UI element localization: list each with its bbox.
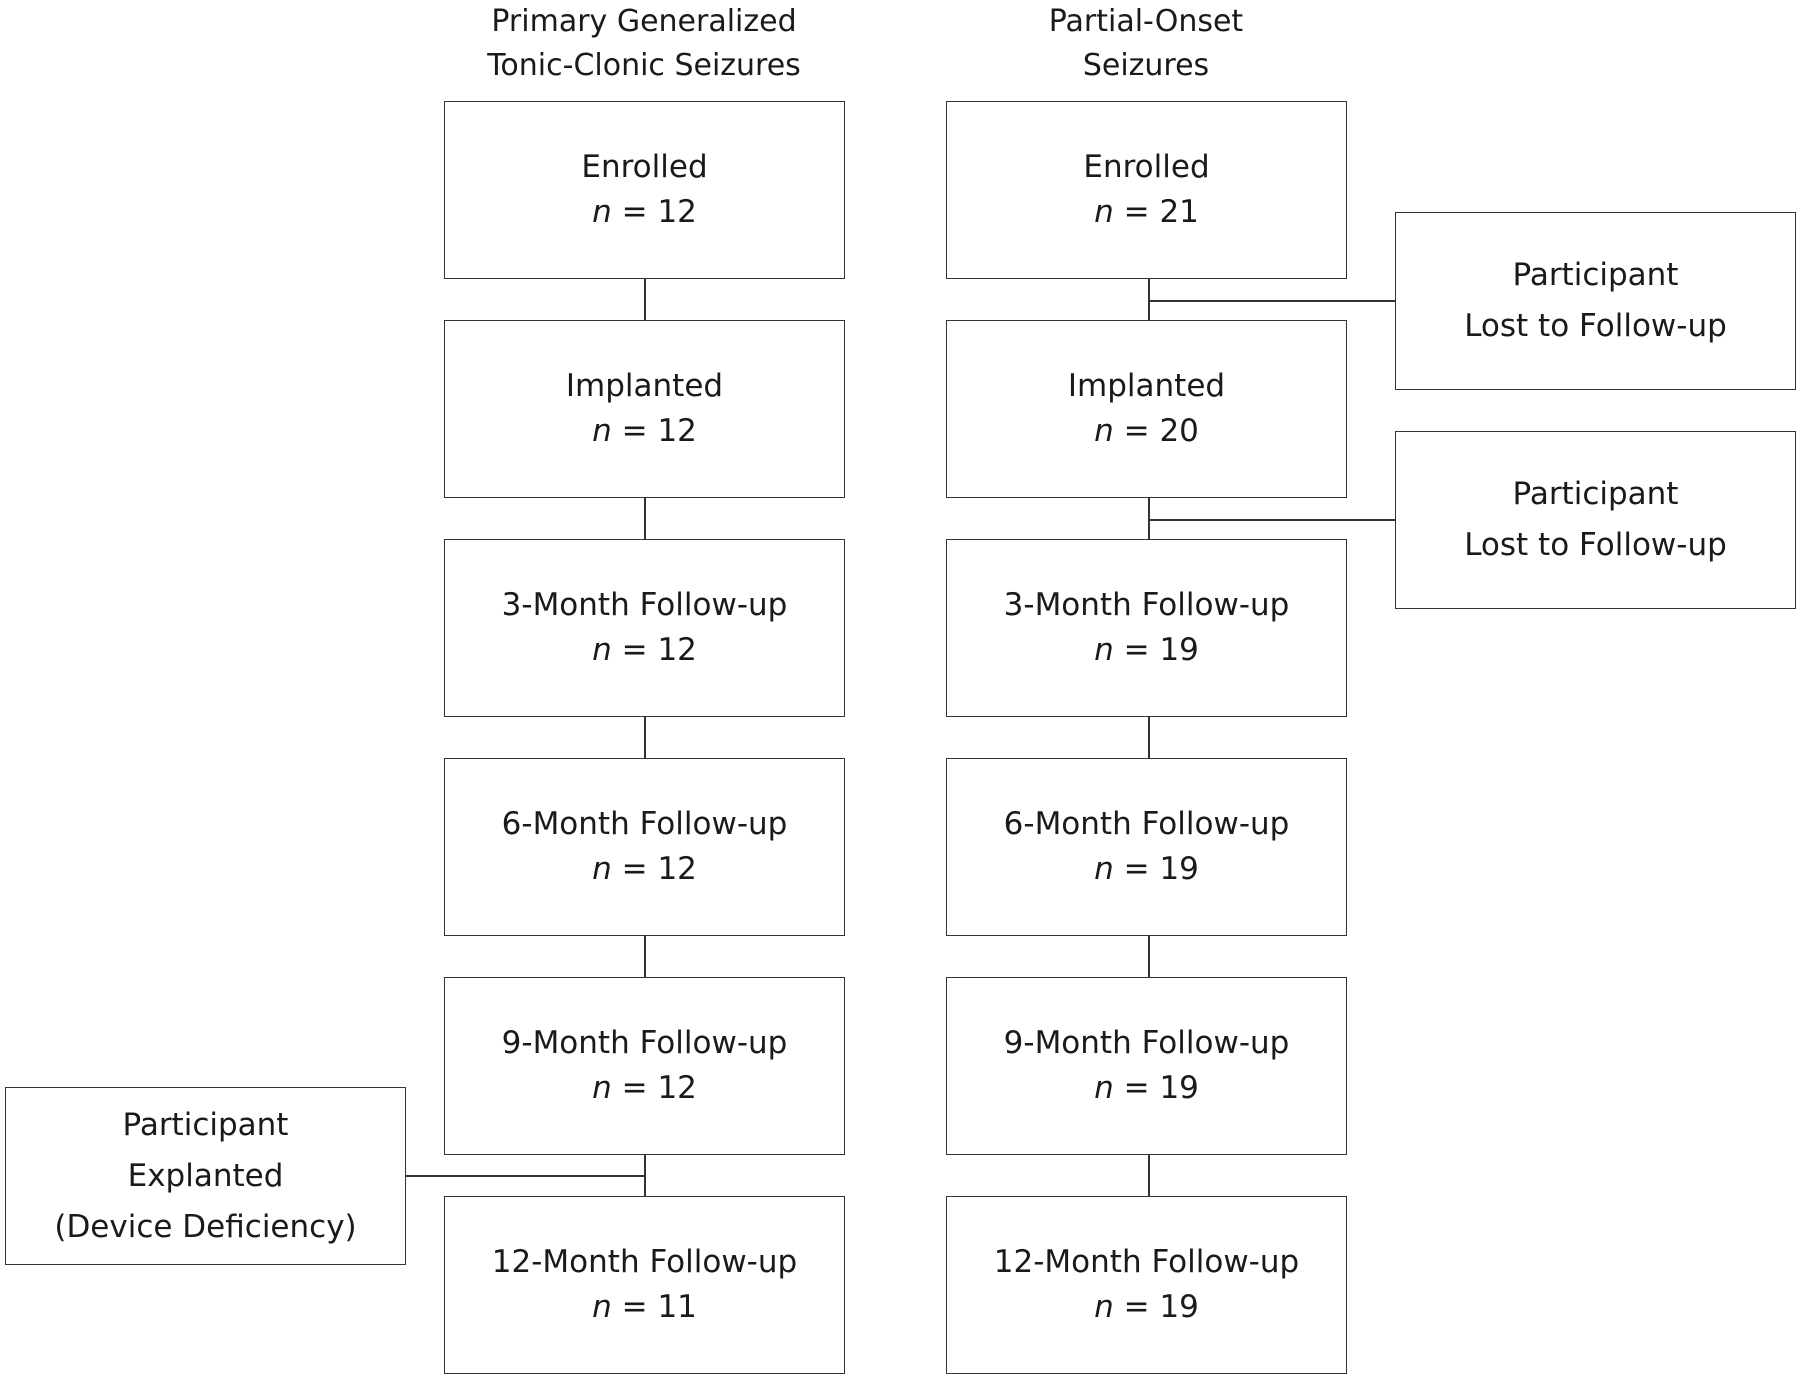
box-right-3-month <box>946 539 1347 717</box>
connector-left-4 <box>644 936 646 977</box>
connector-explanted-branch <box>406 1175 645 1177</box>
box-lost-to-follow-up-2 <box>1395 431 1796 609</box>
stage-count: n = 11 <box>592 1289 697 1325</box>
side-label-line1: Participant <box>1512 476 1679 512</box>
box-left-12-month <box>444 1196 845 1374</box>
box-right-12-month <box>946 1196 1347 1374</box>
connector-left-1 <box>644 279 646 320</box>
box-right-6-month <box>946 758 1347 936</box>
stage-count: n = 19 <box>1094 1289 1199 1325</box>
stage-count: n = 12 <box>592 413 697 449</box>
stage-label: 12-Month Follow-up <box>993 1244 1300 1280</box>
stage-label: Enrolled <box>1083 149 1210 185</box>
connector-lost-branch-1 <box>1148 300 1395 302</box>
stage-count: n = 19 <box>1094 632 1199 668</box>
header-pgtcs <box>444 0 844 88</box>
stage-label: 3-Month Follow-up <box>1003 587 1290 623</box>
box-lost-to-follow-up-1 <box>1395 212 1796 390</box>
stage-label: Implanted <box>565 368 724 404</box>
side-label-line3: (Device Deficiency) <box>54 1208 357 1245</box>
stage-label: 9-Month Follow-up <box>501 1025 788 1061</box>
stage-label: 12-Month Follow-up <box>491 1244 798 1280</box>
stage-label: 6-Month Follow-up <box>1003 806 1290 842</box>
stage-label: Enrolled <box>581 149 708 185</box>
header-partial-onset-line2: Seizures <box>1082 48 1210 83</box>
side-label-line2: Explanted <box>127 1157 284 1194</box>
box-left-3-month <box>444 539 845 717</box>
stage-count: n = 12 <box>592 194 697 230</box>
header-partial-onset <box>946 0 1346 88</box>
connector-right-5 <box>1148 1155 1150 1196</box>
stage-label: 9-Month Follow-up <box>1003 1025 1290 1061</box>
stage-count: n = 19 <box>1094 1070 1199 1106</box>
connector-left-2 <box>644 498 646 539</box>
connector-right-3 <box>1148 717 1150 758</box>
box-right-implanted <box>946 320 1347 498</box>
box-left-implanted <box>444 320 845 498</box>
connector-right-4 <box>1148 936 1150 977</box>
box-left-6-month <box>444 758 845 936</box>
box-left-9-month <box>444 977 845 1155</box>
side-label-line1: Participant <box>122 1106 289 1143</box>
stage-label: 3-Month Follow-up <box>501 587 788 623</box>
stage-count: n = 12 <box>592 851 697 887</box>
stage-count: n = 20 <box>1094 413 1199 449</box>
connector-lost-branch-2 <box>1148 519 1395 521</box>
header-pgtcs-line2: Tonic-Clonic Seizures <box>487 48 801 83</box>
stage-count: n = 12 <box>592 1070 697 1106</box>
box-left-enrolled <box>444 101 845 279</box>
box-explanted <box>5 1087 406 1265</box>
box-right-9-month <box>946 977 1347 1155</box>
side-label-line2: Lost to Follow-up <box>1464 527 1727 563</box>
connector-left-3 <box>644 717 646 758</box>
stage-label: Implanted <box>1067 368 1226 404</box>
side-label-line1: Participant <box>1512 257 1679 293</box>
stage-label: 6-Month Follow-up <box>501 806 788 842</box>
box-right-enrolled <box>946 101 1347 279</box>
stage-count: n = 12 <box>592 632 697 668</box>
stage-count: n = 21 <box>1094 194 1199 230</box>
stage-count: n = 19 <box>1094 851 1199 887</box>
header-partial-onset-line1: Partial-Onset <box>1048 4 1244 39</box>
side-label-line2: Lost to Follow-up <box>1464 308 1727 344</box>
header-pgtcs-line1: Primary Generalized <box>491 4 797 39</box>
